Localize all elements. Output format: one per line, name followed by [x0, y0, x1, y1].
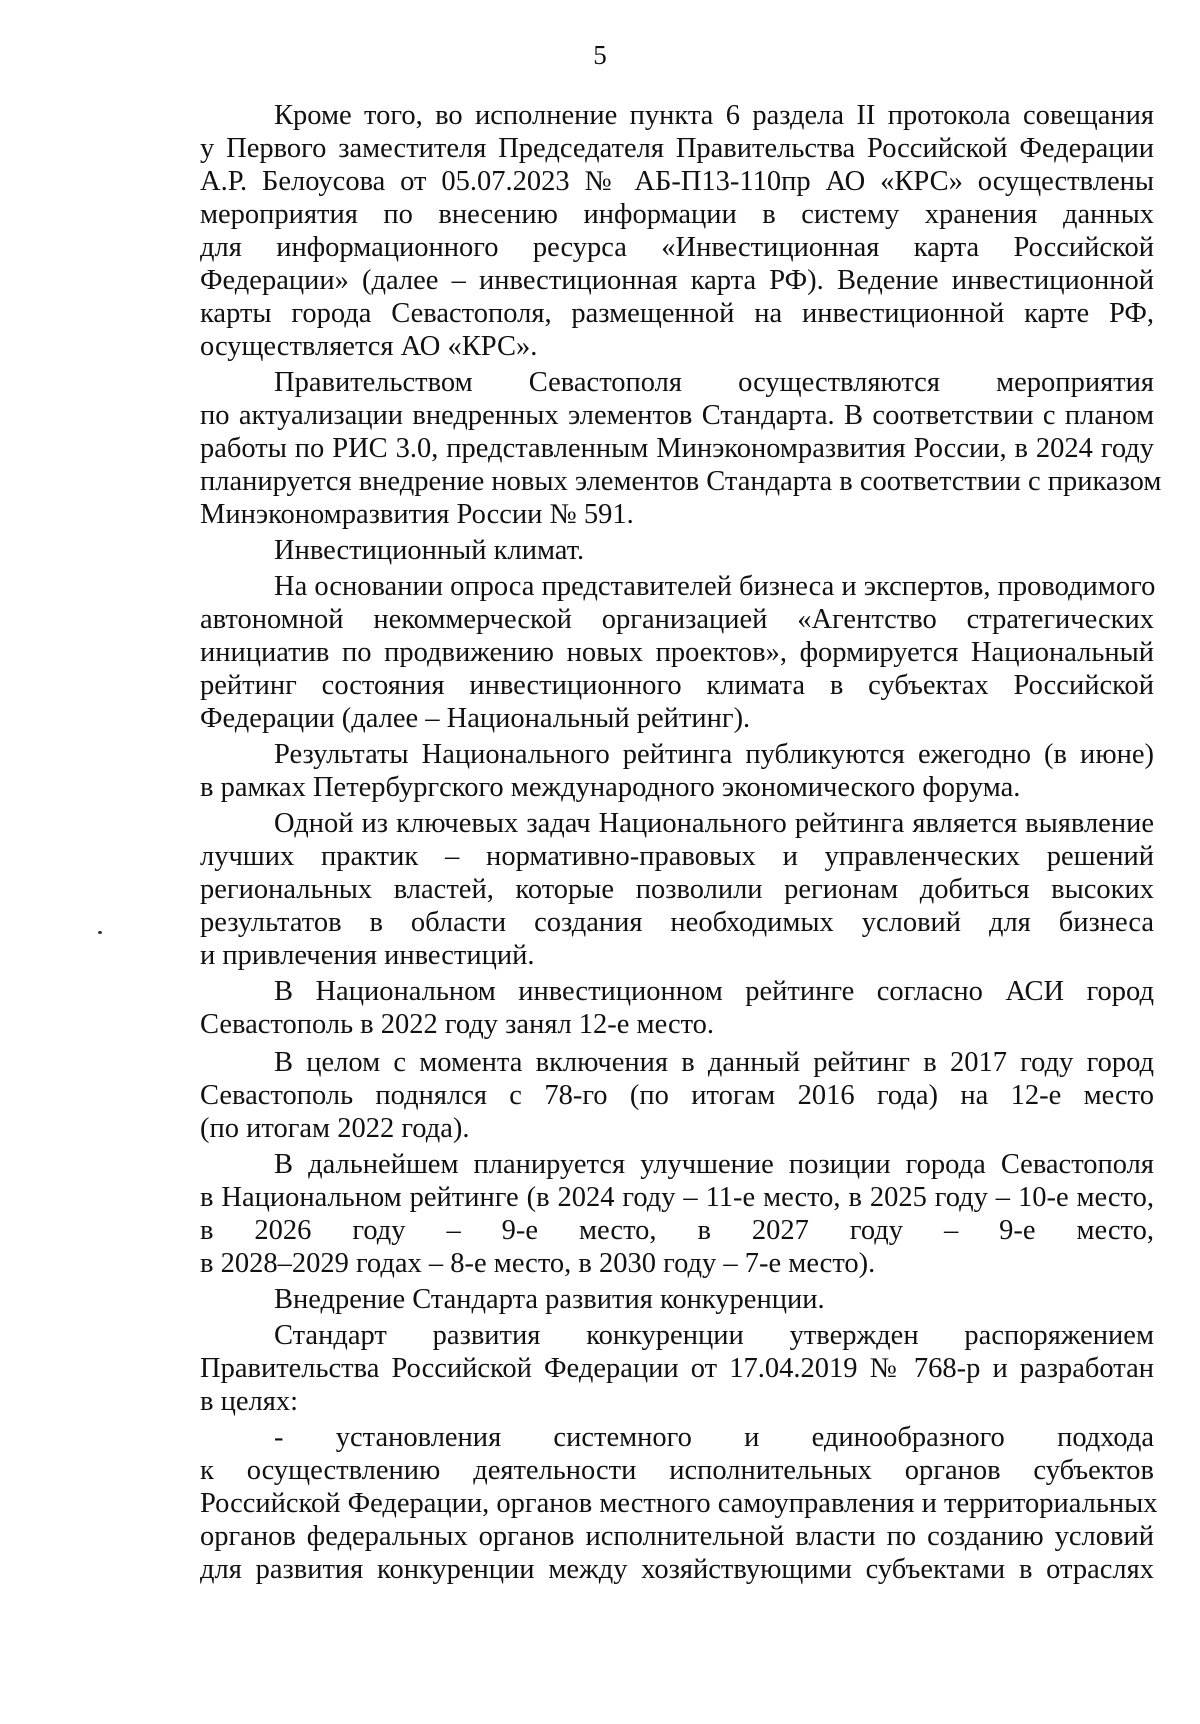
- text-line: у Первого заместителя Председателя Правительства Российской Федерации: [200, 133, 1154, 164]
- text-line: в 2026 году – 9-е место, в 2027 году – 9-е место,: [200, 1215, 1154, 1246]
- text-line: На основании опроса представителей бизнеса и экспертов, проводимого: [274, 571, 1156, 602]
- text-line: осуществляется АО «КРС».: [200, 331, 538, 362]
- text-line: в Национальном рейтинге (в 2024 году – 11-е место, в 2025 году – 10-е место,: [200, 1182, 1154, 1213]
- text-line: мероприятия по внесению информации в систему хранения данных: [200, 199, 1154, 230]
- section-heading-investment-climate: [200, 534, 1154, 567]
- text-line: рейтинг состояния инвестиционного климата в субъектах Российской: [200, 670, 1154, 701]
- text-line: - установления системного и единообразного подхода: [274, 1422, 1154, 1453]
- text-line: Кроме того, во исполнение пункта 6 раздела II протокола совещания: [274, 100, 1154, 131]
- scan-speck: [98, 931, 102, 934]
- text-line: органов федеральных органов исполнительной власти по созданию условий: [200, 1521, 1154, 1552]
- text-line: автономной некоммерческой организацией «Агентство стратегических: [200, 604, 1154, 635]
- text-line: Инвестиционный климат.: [274, 535, 585, 566]
- text-line: А.Р. Белоусова от 05.07.2023 № АБ-П13-110пр АО «КРС» осуществлены: [200, 166, 1154, 197]
- text-line: работы по РИС 3.0, представленным Минэкономразвития России, в 2024 году: [200, 433, 1154, 464]
- text-line: лучших практик – нормативно-правовых и управленческих решений: [200, 841, 1154, 872]
- text-line: Севастополь поднялся с 78-го (по итогам 2016 года) на 12-е место: [200, 1080, 1154, 1111]
- text-line: (по итогам 2022 года).: [200, 1113, 470, 1144]
- text-line: результатов в области создания необходимых условий для бизнеса: [200, 907, 1154, 938]
- paragraph-rating-plans: [200, 1148, 1154, 1280]
- paragraph-rating-goals: [200, 807, 1154, 972]
- text-line: В целом с момента включения в данный рейтинг в 2017 году город: [274, 1047, 1154, 1078]
- text-line: В дальнейшем планируется улучшение позиции города Севастополя: [274, 1149, 1154, 1180]
- paragraph-standard-approval: [200, 1319, 1154, 1418]
- text-line: планируется внедрение новых элементов Стандарта в соответствии с приказом: [200, 466, 1162, 497]
- text-line: Правительством Севастополя осуществляются мероприятия: [274, 367, 1154, 398]
- list-item-systematic-approach: [200, 1421, 1158, 1586]
- paragraph-national-rating: [200, 570, 1154, 735]
- text-line: к осуществлению деятельности исполнительных органов субъектов: [200, 1455, 1154, 1486]
- text-line: в целях:: [200, 1386, 298, 1417]
- text-line: в рамках Петербургского международного экономического форума.: [200, 772, 1021, 803]
- paragraph-standard-elements: [200, 366, 1162, 531]
- paragraph-rating-results: [200, 738, 1154, 804]
- text-line: Севастополь в 2022 году занял 12-е место.: [200, 1009, 715, 1040]
- section-heading-competition-standard: [200, 1283, 1154, 1316]
- text-line: Одной из ключевых задач Национального рейтинга является выявление: [274, 808, 1154, 839]
- text-line: Результаты Национального рейтинга публикуются ежегодно (в июне): [274, 739, 1154, 770]
- text-line: Минэкономразвития России № 591.: [200, 499, 634, 530]
- paragraph-rating-progress: [200, 1046, 1154, 1145]
- text-line: Российской Федерации, органов местного самоуправления и территориальных: [200, 1488, 1158, 1519]
- text-line: Федерации (далее – Национальный рейтинг).: [200, 703, 751, 734]
- text-line: Стандарт развития конкуренции утвержден распоряжением: [274, 1320, 1154, 1351]
- text-line: по актуализации внедренных элементов Стандарта. В соответствии с планом: [200, 400, 1154, 431]
- text-line: Федерации» (далее – инвестиционная карта РФ). Ведение инвестиционной: [200, 265, 1154, 296]
- page-number: 5: [593, 40, 607, 70]
- text-line: Внедрение Стандарта развития конкуренции.: [274, 1284, 825, 1315]
- paragraph-rating-2022: [200, 975, 1154, 1041]
- text-line: карты города Севастополя, размещенной на инвестиционной карте РФ,: [200, 298, 1154, 329]
- text-line: для информационного ресурса «Инвестиционная карта Российской: [200, 232, 1154, 263]
- text-line: В Национальном инвестиционном рейтинге согласно АСИ город: [274, 976, 1154, 1007]
- text-line: инициатив по продвижению новых проектов», формируется Национальный: [200, 637, 1154, 668]
- document-body: [200, 99, 1162, 1586]
- text-line: в 2028–2029 годах – 8-е место, в 2030 году – 7-е место).: [200, 1248, 876, 1279]
- text-line: и привлечения инвестиций.: [200, 940, 535, 971]
- text-line: для развития конкуренции между хозяйствующими субъектами в отраслях: [200, 1554, 1154, 1585]
- paragraph-krs-investment-map: [200, 99, 1154, 363]
- text-line: Правительства Российской Федерации от 17.04.2019 № 768-р и разработан: [200, 1353, 1154, 1384]
- text-line: региональных властей, которые позволили регионам добиться высоких: [200, 874, 1154, 905]
